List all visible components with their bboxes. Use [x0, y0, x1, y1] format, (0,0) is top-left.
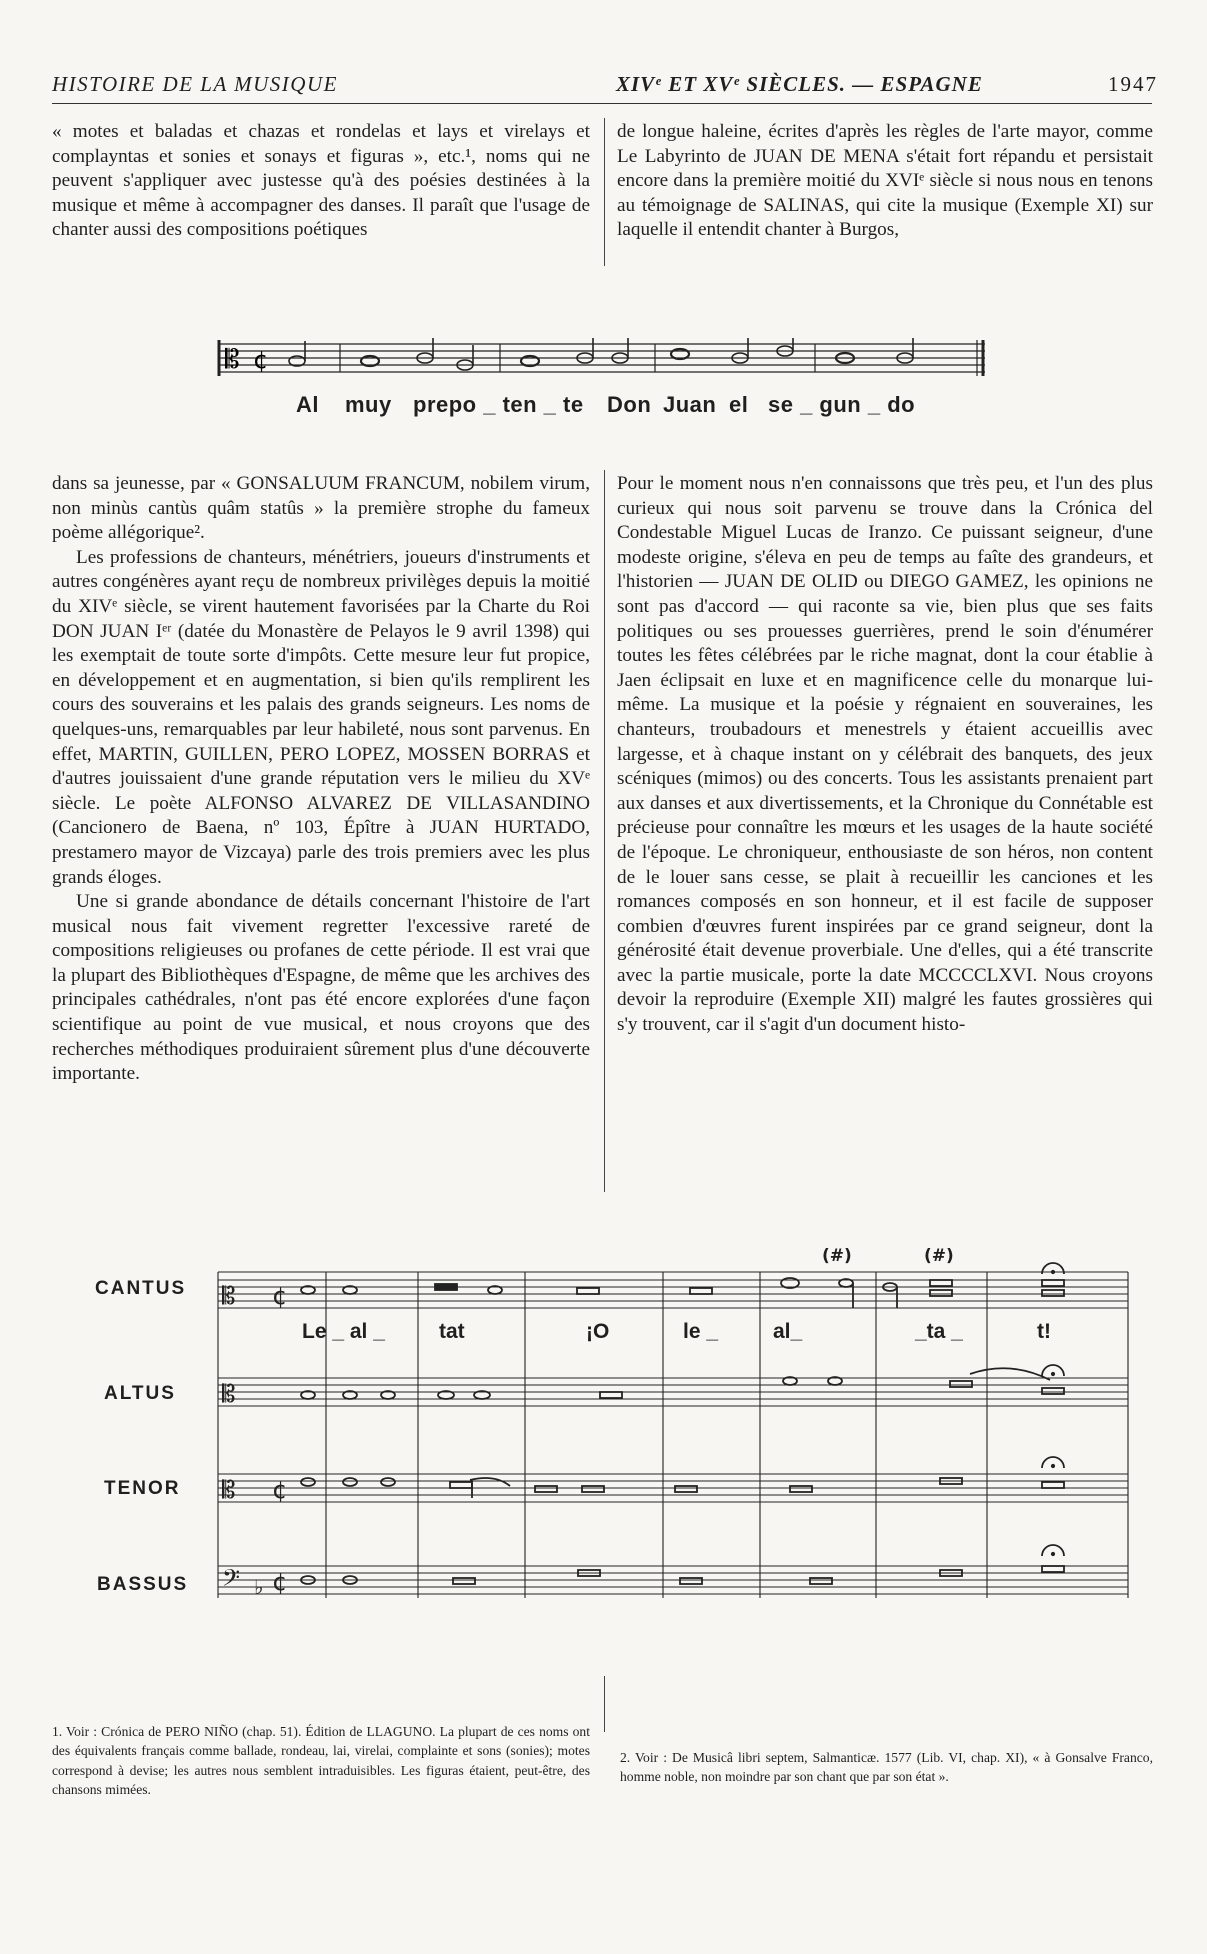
cut-time-icon: ¢ — [272, 1476, 288, 1504]
lyric-syllable: prepo _ ten _ te — [413, 392, 584, 417]
clef-icon: 𝄡 — [225, 345, 240, 375]
header-rule — [52, 103, 1152, 104]
voice-label-tenor: TENOR — [104, 1478, 181, 1499]
column-rule — [604, 118, 605, 266]
column-rule — [604, 470, 605, 1192]
lyric-syllable: Le _ al _ — [302, 1320, 385, 1343]
music-example-11 — [215, 338, 990, 380]
clef-icon: 𝄡 — [222, 1476, 236, 1504]
paragraph: Pour le moment nous n'en connaissons que très peu, et l'un des plus curieux qui nous soit parvenu se trouve dans la Crónica del Condestable Miguel Lucas de Iranzo. Ce puissant seigneur, d'une modeste origine, s'éleva en peu de temps au faîte des grandeurs, et l'historien — JUAN DE OLID ou DIEGO GAMEZ, les opinions ne sont pas d'accord — qui raconte sa vie, bien plus que ses faits politiques ou ses prouesses guerrières, prend le soin d'énumérer toutes les fêtes célébrées par le riche magnat, dont la cour établie à Jaen éclipsait en luxe et en magnificence celle du monarque lui-même. La musique et la poésie y régnaient en souveraines, les chanteurs, troubadours et menestrels y étaient accueillis avec largesse, et à chaque instant on y célébrait des banquets, des jeux scéniques (mimos) ou des concerts. Tous les assistants prenaient part aux danses et aux divertissements, et la Chronique du Connétable est précieuse pour connaître les mœurs et les usages de la haute société de l'époque. Le chroniqueur, enthousiaste de son héros, non content de le louer sans cesse, se plait à recueillir les canciones et les romances composés en son honneur, et il est facile de supposer combien d'œuvres furent inspirées par ce grand seigneur, dont la générosité était devenue proverbiale. Une d'elles, qui a été transcrite avec la partie musicale, porte la date MCCCCLXVI. Nous croyons devoir la reproduire (Exemple XII) malgré les fautes grossières qui s'y trouvent, car il s'agit d'un document histo- — [617, 473, 1153, 1036]
clef-icon: 𝄡 — [222, 1282, 236, 1310]
paragraph: Les professions de chanteurs, ménétriers, joueurs d'instruments et autres congénères ayant reçu de nombreux privilèges depuis la moitié du XIVᵉ siècle, se virent hautement favorisées par la Charte du Roi DON JUAN Iᵉʳ (datée du Monastère de Pelayos le 9 avril 1398) qui les exemptait de toute sorte d'impôts. Cette mesure leur fut propice, en développement et en augmentation, si bien qu'ils remplirent les cours des souverains et les palais des grands seigneurs. Les noms de quelques-uns, remarquables par leur habileté, nous sont parvenus. En effet, MARTIN, GUILLEN, PERO LOPEZ, MOSSEN BORRAS et d'autres jouissaient d'une grande réputation vers le milieu du XVᵉ siècle. Le poète ALFONSO ALVAREZ DE VILLASANDINO (Cancionero de Baena, nº 103, Épître à JUAN HURTADO, prestamero mayor de Vizcaya) parle des trois premiers avec les plus grands éloges. — [52, 546, 590, 888]
lyric-syllable: ¡O — [586, 1320, 610, 1343]
lyric-syllable: le _ — [683, 1320, 719, 1343]
voice-label-cantus: CANTUS — [95, 1278, 187, 1299]
running-title: HISTOIRE DE LA MUSIQUE — [52, 72, 338, 96]
voice-label-altus: ALTUS — [104, 1383, 176, 1404]
footnote-1: 1. Voir : Crónica de PERO NIÑO (chap. 51). Édition de LLAGUNO. La plupart de ces noms ont des équivalents français comme ballade, rondeau, lai, virelai, complainte et sons (sonies); motes correspond à devise; les autres nous semblent intraduisibles. Les figuras étaient, peut-être, des chansons mimées. — [52, 1724, 590, 1798]
lyric-syllable: _ta _ — [915, 1320, 963, 1343]
section-title: XIVᵉ ET XVᵉ SIÈCLES. — ESPAGNE — [616, 72, 983, 96]
bass-clef-icon: 𝄢 — [222, 1564, 241, 1597]
music-example-12 — [210, 1260, 1140, 1605]
text-column-right-top — [617, 120, 1153, 243]
cut-time-icon: ¢ — [253, 346, 269, 374]
paragraph: « motes et baladas et chazas et rondelas et lays et virelays et complayntas et sonies et sonays et figuras », etc.¹, noms qui ne peuvent s'appliquer avec justesse qu'à des poésies destinées à la musique et même à accompagner des danses. Il paraît que l'usage de chanter aussi des compositions poétiques — [52, 121, 590, 241]
accidental-mark: (#) — [822, 1246, 852, 1266]
clef-icon: 𝄡 — [222, 1380, 236, 1408]
lyric-syllable: se _ gun _ do — [768, 392, 916, 417]
cut-time-icon: ¢ — [272, 1568, 288, 1596]
accidental-mark: (#) — [924, 1246, 954, 1266]
footnote-2: 2. Voir : De Musicâ libri septem, Salmanticæ. 1577 (Lib. VI, chap. XI), « à Gonsalve Franco, homme noble, non moindre par son chant que par son état ». — [620, 1750, 1153, 1785]
lyric-syllable: Al — [296, 392, 319, 417]
lyric-syllable: el — [729, 392, 749, 417]
paragraph: dans sa jeunesse, par « GONSALUUM FRANCUM, nobilem virum, non minùs cantùs quâm statûs » la première strophe du fameux poème allégorique². — [52, 473, 590, 544]
lyric-syllable: tat — [439, 1320, 465, 1343]
footnote-column-rule — [604, 1676, 605, 1732]
lyric-syllable: Don — [607, 392, 652, 417]
paragraph: de longue haleine, écrites d'après les règles de l'arte mayor, comme Le Labyrinto de JUAN DE MENA s'était fort répandu et persistait encore dans la première moitié du XVIᵉ siècle si nous nous en tenons au témoignage de SALINAS, qui cite la musique (Exemple XI) sur laquelle il entendit chanter à Burgos, — [617, 121, 1153, 241]
flat-icon: ♭ — [254, 1575, 264, 1599]
lyric-syllable: muy — [345, 392, 392, 417]
cut-time-icon: ¢ — [272, 1282, 288, 1310]
lyric-syllable: al_ — [773, 1320, 803, 1343]
voice-label-bassus: BASSUS — [97, 1574, 189, 1595]
lyric-syllable: Juan — [663, 392, 717, 417]
lyric-syllable: t! — [1037, 1320, 1051, 1343]
page-number: 1947 — [1108, 72, 1158, 96]
text-column-right — [617, 472, 1153, 1038]
paragraph: Une si grande abondance de détails concernant l'histoire de l'art musical nous fait vivement regretter l'excessive rareté de compositions religieuses ou profanes de cette période. Il est vrai que la plupart des Bibliothèques d'Espagne, de même que les archives des principales cathédrales, n'ont pas été encore explorées d'une façon scientifique au point de vue musical, et nous croyons que des recherches méthodiques produiraient sûrement plus d'une découverte importante. — [52, 891, 590, 1085]
text-column-left — [52, 472, 590, 1087]
text-column-left-top — [52, 120, 590, 243]
